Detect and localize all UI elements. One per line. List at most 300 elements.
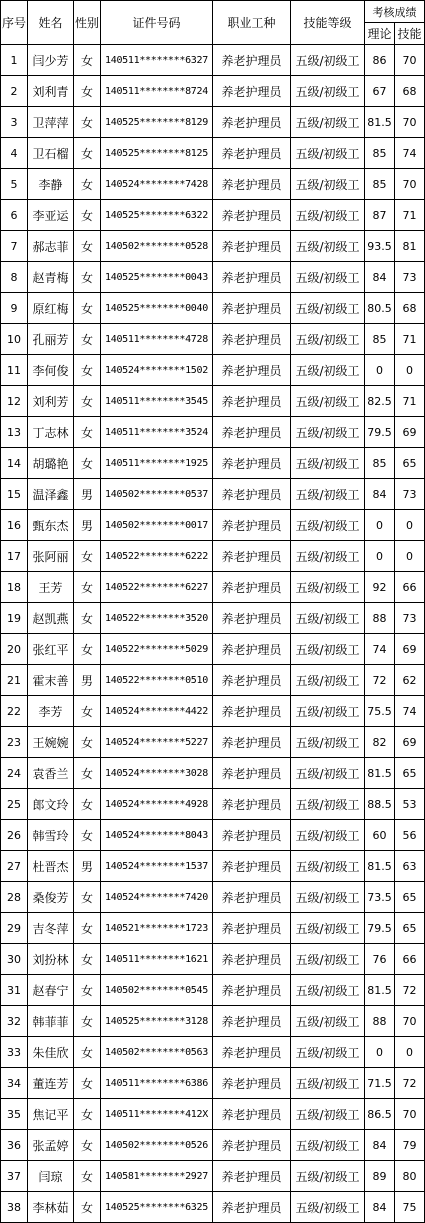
row-theory-score: 79.5 — [365, 417, 395, 448]
row-theory-score: 88 — [365, 603, 395, 634]
row-name: 李静 — [28, 169, 74, 200]
row-occupation: 养老护理员 — [213, 262, 291, 293]
row-name: 温泽鑫 — [28, 479, 74, 510]
row-occupation: 养老护理员 — [213, 231, 291, 262]
row-skill-level: 五级/初级工 — [291, 789, 365, 820]
table-row — [1, 200, 425, 231]
row-number: 15 — [1, 479, 28, 510]
row-skill-level: 五级/初级工 — [291, 417, 365, 448]
row-name: 刘利芳 — [28, 386, 74, 417]
row-name: 刘扮林 — [28, 944, 74, 975]
row-gender: 女 — [74, 45, 101, 76]
row-skill-score: 74 — [395, 138, 425, 169]
row-theory-score: 76 — [365, 944, 395, 975]
row-number: 9 — [1, 293, 28, 324]
row-name: 杜晋杰 — [28, 851, 74, 882]
row-skill-level: 五级/初级工 — [291, 665, 365, 696]
row-id-number: 140502********0017 — [101, 510, 213, 541]
row-skill-level: 五级/初级工 — [291, 76, 365, 107]
row-gender: 女 — [74, 200, 101, 231]
table-row — [1, 386, 425, 417]
row-id-number: 140525********8129 — [101, 107, 213, 138]
row-gender: 女 — [74, 882, 101, 913]
row-number: 10 — [1, 324, 28, 355]
row-gender: 女 — [74, 262, 101, 293]
row-occupation: 养老护理员 — [213, 479, 291, 510]
row-gender: 女 — [74, 727, 101, 758]
row-gender: 男 — [74, 479, 101, 510]
row-id-number: 140511********412X — [101, 1099, 213, 1130]
row-number: 34 — [1, 1068, 28, 1099]
row-occupation: 养老护理员 — [213, 355, 291, 386]
row-skill-score: 74 — [395, 696, 425, 727]
row-name: 卫萍萍 — [28, 107, 74, 138]
row-id-number: 140502********0528 — [101, 231, 213, 262]
table-row — [1, 448, 425, 479]
row-occupation: 养老护理员 — [213, 882, 291, 913]
row-gender: 女 — [74, 1192, 101, 1223]
row-name: 李何俊 — [28, 355, 74, 386]
row-skill-level: 五级/初级工 — [291, 913, 365, 944]
row-gender: 女 — [74, 1068, 101, 1099]
row-occupation: 养老护理员 — [213, 758, 291, 789]
table-row — [1, 1068, 425, 1099]
row-skill-level: 五级/初级工 — [291, 882, 365, 913]
row-gender: 女 — [74, 758, 101, 789]
row-skill-score: 71 — [395, 386, 425, 417]
row-skill-level: 五级/初级工 — [291, 1130, 365, 1161]
row-number: 32 — [1, 1006, 28, 1037]
row-theory-score: 87 — [365, 200, 395, 231]
row-occupation: 养老护理员 — [213, 820, 291, 851]
row-skill-level: 五级/初级工 — [291, 45, 365, 76]
row-theory-score: 81.5 — [365, 758, 395, 789]
row-skill-score: 65 — [395, 882, 425, 913]
row-occupation: 养老护理员 — [213, 1099, 291, 1130]
row-gender: 女 — [74, 1099, 101, 1130]
row-number: 28 — [1, 882, 28, 913]
row-skill-level: 五级/初级工 — [291, 820, 365, 851]
row-gender: 女 — [74, 913, 101, 944]
header-gender: 性别 — [74, 1, 101, 45]
row-occupation: 养老护理员 — [213, 851, 291, 882]
row-theory-score: 81.5 — [365, 851, 395, 882]
row-occupation: 养老护理员 — [213, 634, 291, 665]
row-name: 韩菲菲 — [28, 1006, 74, 1037]
row-id-number: 140502********0526 — [101, 1130, 213, 1161]
row-skill-level: 五级/初级工 — [291, 944, 365, 975]
row-skill-score: 71 — [395, 200, 425, 231]
row-number: 18 — [1, 572, 28, 603]
row-skill-score: 0 — [395, 541, 425, 572]
row-number: 29 — [1, 913, 28, 944]
row-name: 焦记平 — [28, 1099, 74, 1130]
row-theory-score: 86 — [365, 45, 395, 76]
row-gender: 女 — [74, 417, 101, 448]
table-row — [1, 355, 425, 386]
row-occupation: 养老护理员 — [213, 1192, 291, 1223]
header-no: 序号 — [1, 1, 28, 45]
row-occupation: 养老护理员 — [213, 1006, 291, 1037]
row-skill-level: 五级/初级工 — [291, 975, 365, 1006]
row-name: 王婉婉 — [28, 727, 74, 758]
table-row — [1, 1161, 425, 1192]
row-theory-score: 60 — [365, 820, 395, 851]
row-name: 张孟婷 — [28, 1130, 74, 1161]
row-gender: 女 — [74, 231, 101, 262]
row-id-number: 140511********6386 — [101, 1068, 213, 1099]
row-gender: 女 — [74, 355, 101, 386]
row-occupation: 养老护理员 — [213, 975, 291, 1006]
row-skill-score: 65 — [395, 448, 425, 479]
row-number: 37 — [1, 1161, 28, 1192]
row-name: 袁香兰 — [28, 758, 74, 789]
header-skill: 技能 — [395, 23, 425, 45]
table-row — [1, 169, 425, 200]
row-occupation: 养老护理员 — [213, 572, 291, 603]
row-theory-score: 74 — [365, 634, 395, 665]
row-occupation: 养老护理员 — [213, 913, 291, 944]
row-theory-score: 84 — [365, 1130, 395, 1161]
row-id-number: 140511********3524 — [101, 417, 213, 448]
row-theory-score: 0 — [365, 1037, 395, 1068]
row-name: 霍末善 — [28, 665, 74, 696]
row-theory-score: 71.5 — [365, 1068, 395, 1099]
row-id-number: 140524********5227 — [101, 727, 213, 758]
row-id-number: 140521********1723 — [101, 913, 213, 944]
header-id-number: 证件号码 — [101, 1, 213, 45]
row-skill-level: 五级/初级工 — [291, 1161, 365, 1192]
row-skill-score: 73 — [395, 262, 425, 293]
row-name: 赵青梅 — [28, 262, 74, 293]
row-occupation: 养老护理员 — [213, 448, 291, 479]
row-theory-score: 0 — [365, 355, 395, 386]
row-number: 4 — [1, 138, 28, 169]
row-name: 吉冬萍 — [28, 913, 74, 944]
row-skill-level: 五级/初级工 — [291, 231, 365, 262]
row-number: 17 — [1, 541, 28, 572]
row-occupation: 养老护理员 — [213, 386, 291, 417]
row-theory-score: 81.5 — [365, 107, 395, 138]
row-occupation: 养老护理员 — [213, 324, 291, 355]
row-id-number: 140525********0040 — [101, 293, 213, 324]
row-occupation: 养老护理员 — [213, 727, 291, 758]
row-name: 张红平 — [28, 634, 74, 665]
row-number: 13 — [1, 417, 28, 448]
row-skill-score: 53 — [395, 789, 425, 820]
row-number: 36 — [1, 1130, 28, 1161]
row-skill-score: 68 — [395, 76, 425, 107]
table-row — [1, 789, 425, 820]
row-skill-level: 五级/初级工 — [291, 200, 365, 231]
row-gender: 女 — [74, 603, 101, 634]
row-theory-score: 75.5 — [365, 696, 395, 727]
row-number: 31 — [1, 975, 28, 1006]
row-theory-score: 67 — [365, 76, 395, 107]
row-name: 闫少芳 — [28, 45, 74, 76]
table-row — [1, 293, 425, 324]
row-id-number: 140581********2927 — [101, 1161, 213, 1192]
row-theory-score: 88 — [365, 1006, 395, 1037]
row-number: 25 — [1, 789, 28, 820]
row-name: 郝志菲 — [28, 231, 74, 262]
row-number: 38 — [1, 1192, 28, 1223]
table-row — [1, 45, 425, 76]
table-row — [1, 417, 425, 448]
row-number: 16 — [1, 510, 28, 541]
row-skill-score: 81 — [395, 231, 425, 262]
table-row — [1, 1099, 425, 1130]
row-gender: 女 — [74, 696, 101, 727]
row-occupation: 养老护理员 — [213, 789, 291, 820]
row-theory-score: 0 — [365, 541, 395, 572]
header-row — [1, 1, 425, 23]
row-number: 8 — [1, 262, 28, 293]
row-skill-score: 66 — [395, 572, 425, 603]
row-number: 5 — [1, 169, 28, 200]
row-number: 30 — [1, 944, 28, 975]
row-theory-score: 72 — [365, 665, 395, 696]
table-row — [1, 665, 425, 696]
row-id-number: 140524********7420 — [101, 882, 213, 913]
row-name: 赵凯燕 — [28, 603, 74, 634]
header-theory: 理论 — [365, 23, 395, 45]
row-skill-level: 五级/初级工 — [291, 1037, 365, 1068]
row-skill-score: 70 — [395, 169, 425, 200]
row-id-number: 140524********7428 — [101, 169, 213, 200]
row-occupation: 养老护理员 — [213, 944, 291, 975]
row-id-number: 140522********0510 — [101, 665, 213, 696]
row-theory-score: 85 — [365, 324, 395, 355]
row-occupation: 养老护理员 — [213, 45, 291, 76]
table-row — [1, 324, 425, 355]
row-id-number: 140524********1537 — [101, 851, 213, 882]
row-skill-score: 62 — [395, 665, 425, 696]
row-skill-level: 五级/初级工 — [291, 727, 365, 758]
row-id-number: 140502********0537 — [101, 479, 213, 510]
row-id-number: 140524********4422 — [101, 696, 213, 727]
row-name: 甄东杰 — [28, 510, 74, 541]
row-theory-score: 79.5 — [365, 913, 395, 944]
header-exam-results: 考核成绩 — [365, 1, 425, 23]
row-gender: 女 — [74, 1130, 101, 1161]
row-skill-score: 80 — [395, 1161, 425, 1192]
row-occupation: 养老护理员 — [213, 510, 291, 541]
row-skill-level: 五级/初级工 — [291, 1068, 365, 1099]
row-occupation: 养老护理员 — [213, 696, 291, 727]
row-skill-score: 0 — [395, 510, 425, 541]
row-skill-level: 五级/初级工 — [291, 634, 365, 665]
row-occupation: 养老护理员 — [213, 138, 291, 169]
header-occupation: 职业工种 — [213, 1, 291, 45]
row-skill-score: 0 — [395, 1037, 425, 1068]
table-row — [1, 1037, 425, 1068]
row-skill-score: 0 — [395, 355, 425, 386]
table-row — [1, 231, 425, 262]
row-skill-level: 五级/初级工 — [291, 138, 365, 169]
row-number: 27 — [1, 851, 28, 882]
row-name: 胡璐艳 — [28, 448, 74, 479]
row-occupation: 养老护理员 — [213, 1068, 291, 1099]
row-theory-score: 88.5 — [365, 789, 395, 820]
row-occupation: 养老护理员 — [213, 665, 291, 696]
table-row — [1, 851, 425, 882]
header-skill-level: 技能等级 — [291, 1, 365, 45]
row-skill-score: 63 — [395, 851, 425, 882]
row-gender: 女 — [74, 789, 101, 820]
row-skill-level: 五级/初级工 — [291, 262, 365, 293]
row-skill-score: 71 — [395, 324, 425, 355]
table-row — [1, 727, 425, 758]
row-id-number: 140502********0545 — [101, 975, 213, 1006]
row-gender: 女 — [74, 324, 101, 355]
row-id-number: 140525********6322 — [101, 200, 213, 231]
row-skill-level: 五级/初级工 — [291, 541, 365, 572]
table-row — [1, 634, 425, 665]
row-gender: 女 — [74, 76, 101, 107]
row-occupation: 养老护理员 — [213, 417, 291, 448]
row-id-number: 140511********6327 — [101, 45, 213, 76]
row-gender: 女 — [74, 293, 101, 324]
table-row — [1, 107, 425, 138]
row-number: 24 — [1, 758, 28, 789]
table-row — [1, 944, 425, 975]
row-skill-level: 五级/初级工 — [291, 169, 365, 200]
header-name: 姓名 — [28, 1, 74, 45]
row-name: 卫石榴 — [28, 138, 74, 169]
row-theory-score: 85 — [365, 169, 395, 200]
row-name: 刘利青 — [28, 76, 74, 107]
row-id-number: 140525********8125 — [101, 138, 213, 169]
row-occupation: 养老护理员 — [213, 169, 291, 200]
row-skill-score: 70 — [395, 1099, 425, 1130]
row-gender: 女 — [74, 820, 101, 851]
row-skill-score: 66 — [395, 944, 425, 975]
row-number: 11 — [1, 355, 28, 386]
row-id-number: 140522********3520 — [101, 603, 213, 634]
row-gender: 女 — [74, 975, 101, 1006]
row-number: 1 — [1, 45, 28, 76]
row-skill-score: 70 — [395, 107, 425, 138]
row-skill-level: 五级/初级工 — [291, 1099, 365, 1130]
row-gender: 男 — [74, 851, 101, 882]
row-theory-score: 0 — [365, 510, 395, 541]
table-row — [1, 913, 425, 944]
row-skill-score: 69 — [395, 634, 425, 665]
row-id-number: 140524********1502 — [101, 355, 213, 386]
table-row — [1, 758, 425, 789]
row-skill-level: 五级/初级工 — [291, 448, 365, 479]
row-theory-score: 92 — [365, 572, 395, 603]
row-occupation: 养老护理员 — [213, 200, 291, 231]
row-name: 李亚运 — [28, 200, 74, 231]
row-number: 19 — [1, 603, 28, 634]
row-name: 李林茹 — [28, 1192, 74, 1223]
row-skill-score: 70 — [395, 45, 425, 76]
row-id-number: 140525********0043 — [101, 262, 213, 293]
table-row — [1, 820, 425, 851]
row-gender: 女 — [74, 1006, 101, 1037]
row-skill-level: 五级/初级工 — [291, 107, 365, 138]
row-theory-score: 93.5 — [365, 231, 395, 262]
row-theory-score: 84 — [365, 262, 395, 293]
row-occupation: 养老护理员 — [213, 107, 291, 138]
row-id-number: 140522********6227 — [101, 572, 213, 603]
table-row — [1, 262, 425, 293]
row-number: 21 — [1, 665, 28, 696]
row-skill-level: 五级/初级工 — [291, 1006, 365, 1037]
row-skill-level: 五级/初级工 — [291, 510, 365, 541]
row-skill-score: 69 — [395, 727, 425, 758]
row-number: 35 — [1, 1099, 28, 1130]
row-number: 12 — [1, 386, 28, 417]
row-skill-level: 五级/初级工 — [291, 603, 365, 634]
row-skill-score: 68 — [395, 293, 425, 324]
row-skill-score: 65 — [395, 913, 425, 944]
row-gender: 男 — [74, 665, 101, 696]
table-row — [1, 696, 425, 727]
row-number: 2 — [1, 76, 28, 107]
row-occupation: 养老护理员 — [213, 293, 291, 324]
row-occupation: 养老护理员 — [213, 1130, 291, 1161]
row-gender: 女 — [74, 138, 101, 169]
row-occupation: 养老护理员 — [213, 541, 291, 572]
row-number: 20 — [1, 634, 28, 665]
row-theory-score: 86.5 — [365, 1099, 395, 1130]
row-number: 3 — [1, 107, 28, 138]
row-name: 王芳 — [28, 572, 74, 603]
row-occupation: 养老护理员 — [213, 76, 291, 107]
table-row — [1, 541, 425, 572]
table-row — [1, 479, 425, 510]
row-theory-score: 89 — [365, 1161, 395, 1192]
row-name: 孔丽芳 — [28, 324, 74, 355]
row-name: 韩雪玲 — [28, 820, 74, 851]
row-theory-score: 73.5 — [365, 882, 395, 913]
row-theory-score: 80.5 — [365, 293, 395, 324]
row-theory-score: 81.5 — [365, 975, 395, 1006]
table-row — [1, 975, 425, 1006]
row-id-number: 140522********6222 — [101, 541, 213, 572]
row-skill-level: 五级/初级工 — [291, 479, 365, 510]
row-name: 郎文玲 — [28, 789, 74, 820]
table-body — [1, 45, 425, 1223]
row-skill-score: 72 — [395, 975, 425, 1006]
row-number: 6 — [1, 200, 28, 231]
table-row — [1, 882, 425, 913]
table-row — [1, 76, 425, 107]
row-number: 22 — [1, 696, 28, 727]
row-id-number: 140511********1621 — [101, 944, 213, 975]
row-id-number: 140524********8043 — [101, 820, 213, 851]
row-theory-score: 82 — [365, 727, 395, 758]
row-name: 朱佳欣 — [28, 1037, 74, 1068]
row-id-number: 140524********3028 — [101, 758, 213, 789]
table-row — [1, 1130, 425, 1161]
row-theory-score: 85 — [365, 138, 395, 169]
row-gender: 女 — [74, 944, 101, 975]
row-theory-score: 82.5 — [365, 386, 395, 417]
row-skill-level: 五级/初级工 — [291, 851, 365, 882]
row-skill-score: 73 — [395, 603, 425, 634]
row-gender: 女 — [74, 1161, 101, 1192]
table-row — [1, 1006, 425, 1037]
row-skill-score: 56 — [395, 820, 425, 851]
row-name: 桑俊芳 — [28, 882, 74, 913]
row-id-number: 140511********3545 — [101, 386, 213, 417]
row-skill-level: 五级/初级工 — [291, 572, 365, 603]
row-skill-level: 五级/初级工 — [291, 355, 365, 386]
